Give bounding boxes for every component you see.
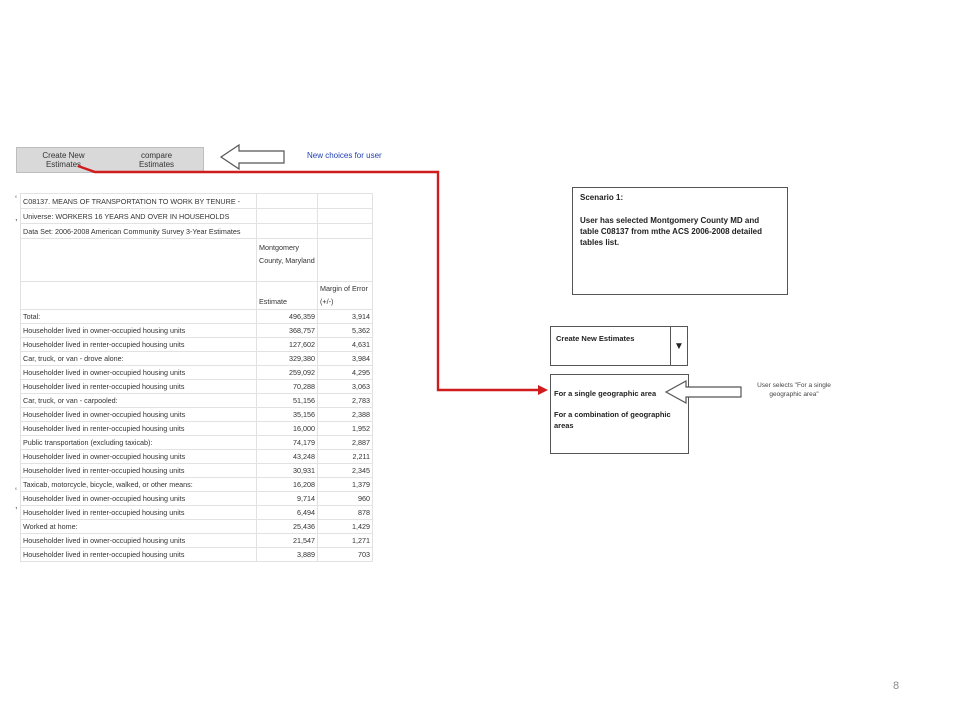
row-estimate: 259,092 xyxy=(257,366,318,380)
row-moe: 1,271 xyxy=(318,534,373,548)
row-moe: 1,429 xyxy=(318,520,373,534)
row-moe: 878 xyxy=(318,506,373,520)
row-moe: 4,295 xyxy=(318,366,373,380)
row-estimate: 3,889 xyxy=(257,548,318,562)
row-estimate: 127,602 xyxy=(257,338,318,352)
row-moe: 3,984 xyxy=(318,352,373,366)
scenario-description: User has selected Montgomery County MD and table C08137 from mthe ACS 2006-2008 detailed tables list. xyxy=(580,216,763,247)
table-universe-row xyxy=(21,209,373,224)
table-universe: Universe: WORKERS 16 YEARS AND OVER IN HOUSEHOLDS xyxy=(21,209,257,224)
row-estimate: 9,714 xyxy=(257,492,318,506)
option-single-area[interactable]: For a single geographic area xyxy=(554,389,657,398)
row-estimate: 16,000 xyxy=(257,422,318,436)
row-label: Householder lived in renter-occupied housing units xyxy=(21,422,257,436)
row-estimate: 43,248 xyxy=(257,450,318,464)
row-estimate: 21,547 xyxy=(257,534,318,548)
row-moe: 3,914 xyxy=(318,310,373,324)
table-row xyxy=(21,366,373,380)
row-label: Car, truck, or van - carpooled: xyxy=(21,394,257,408)
row-moe: 2,783 xyxy=(318,394,373,408)
new-choices-label: New choices for user xyxy=(307,151,382,160)
row-moe: 703 xyxy=(318,548,373,562)
create-line-1: Create New xyxy=(42,151,85,160)
row-label: Total: xyxy=(21,310,257,324)
row-label: Householder lived in owner-occupied housing units xyxy=(21,408,257,422)
table-dataset-row xyxy=(21,224,373,239)
row-label: Householder lived in owner-occupied housing units xyxy=(21,534,257,548)
compare-line-2: Estimates xyxy=(138,160,175,169)
row-moe: 2,211 xyxy=(318,450,373,464)
dropdown-label: Create New Estimates xyxy=(556,334,635,343)
table-row xyxy=(21,436,373,450)
row-estimate: 496,359 xyxy=(257,310,318,324)
row-estimate: 16,208 xyxy=(257,478,318,492)
table-row xyxy=(21,352,373,366)
row-label: Householder lived in owner-occupied housing units xyxy=(21,450,257,464)
left-arrow-icon xyxy=(664,379,744,405)
row-label: Worked at home: xyxy=(21,520,257,534)
row-moe: 1,379 xyxy=(318,478,373,492)
row-label: Householder lived in owner-occupied housing units xyxy=(21,366,257,380)
table-row xyxy=(21,408,373,422)
row-estimate: 25,436 xyxy=(257,520,318,534)
margin-mark: , xyxy=(15,500,18,510)
row-moe: 3,063 xyxy=(318,380,373,394)
row-estimate: 74,179 xyxy=(257,436,318,450)
page-number: 8 xyxy=(893,680,900,692)
row-estimate: 329,380 xyxy=(257,352,318,366)
row-label: Householder lived in owner-occupied housing units xyxy=(21,492,257,506)
create-estimates-dropdown[interactable] xyxy=(550,326,688,366)
margin-mark: ‘ xyxy=(15,194,17,204)
table-row xyxy=(21,310,373,324)
row-label: Householder lived in renter-occupied housing units xyxy=(21,380,257,394)
chevron-down-icon: ▼ xyxy=(674,340,684,352)
margin-mark: ‘ xyxy=(15,486,17,496)
table-row xyxy=(21,548,373,562)
table-row xyxy=(21,520,373,534)
table-row xyxy=(21,394,373,408)
dropdown-toggle[interactable] xyxy=(670,327,687,365)
row-moe: 5,362 xyxy=(318,324,373,338)
table-row xyxy=(21,422,373,436)
row-label: Householder lived in renter-occupied housing units xyxy=(21,338,257,352)
table-row xyxy=(21,324,373,338)
table-row xyxy=(21,478,373,492)
row-moe: 1,952 xyxy=(318,422,373,436)
create-line-2: Estimates xyxy=(45,160,82,169)
table-row xyxy=(21,534,373,548)
geo-header: Montgomery County, Maryland xyxy=(257,239,318,282)
geo-header-row xyxy=(21,239,373,282)
table-dataset: Data Set: 2006-2008 American Community Survey 3-Year Estimates xyxy=(21,224,257,239)
row-label: Car, truck, or van - drove alone: xyxy=(21,352,257,366)
table-row xyxy=(21,450,373,464)
scenario-title: Scenario 1: xyxy=(580,193,624,202)
row-estimate: 70,288 xyxy=(257,380,318,394)
detailed-data-table xyxy=(20,193,373,562)
row-label: Householder lived in renter-occupied housing units xyxy=(21,506,257,520)
row-moe: 2,887 xyxy=(318,436,373,450)
table-row xyxy=(21,464,373,478)
row-estimate: 51,156 xyxy=(257,394,318,408)
margin-mark: , xyxy=(15,212,18,222)
row-moe: 2,345 xyxy=(318,464,373,478)
col-estimate-header: Estimate xyxy=(257,282,318,310)
row-label: Householder lived in owner-occupied housing units xyxy=(21,324,257,338)
row-label: Public transportation (excluding taxicab): xyxy=(21,436,257,450)
table-row xyxy=(21,380,373,394)
user-selection-note: User selects "For a single geographic area" xyxy=(757,382,831,398)
row-estimate: 35,156 xyxy=(257,408,318,422)
table-row xyxy=(21,506,373,520)
col-moe-header: Margin of Error (+/-) xyxy=(318,282,373,310)
scenario-box xyxy=(572,187,788,295)
table-title-row xyxy=(21,194,373,209)
row-moe: 4,631 xyxy=(318,338,373,352)
row-label: Householder lived in renter-occupied housing units xyxy=(21,548,257,562)
table-row xyxy=(21,338,373,352)
row-estimate: 368,757 xyxy=(257,324,318,338)
row-estimate: 30,931 xyxy=(257,464,318,478)
table-row xyxy=(21,492,373,506)
row-label: Householder lived in renter-occupied housing units xyxy=(21,464,257,478)
option-combination-areas[interactable]: For a combination of geographic areas xyxy=(554,410,671,430)
row-moe: 2,388 xyxy=(318,408,373,422)
row-estimate: 6,494 xyxy=(257,506,318,520)
column-header-row xyxy=(21,282,373,310)
row-moe: 960 xyxy=(318,492,373,506)
row-label: Taxicab, motorcycle, bicycle, walked, or other means: xyxy=(21,478,257,492)
table-title: C08137. MEANS OF TRANSPORTATION TO WORK BY TENURE - xyxy=(21,194,257,209)
compare-line-1: compare xyxy=(140,151,173,160)
